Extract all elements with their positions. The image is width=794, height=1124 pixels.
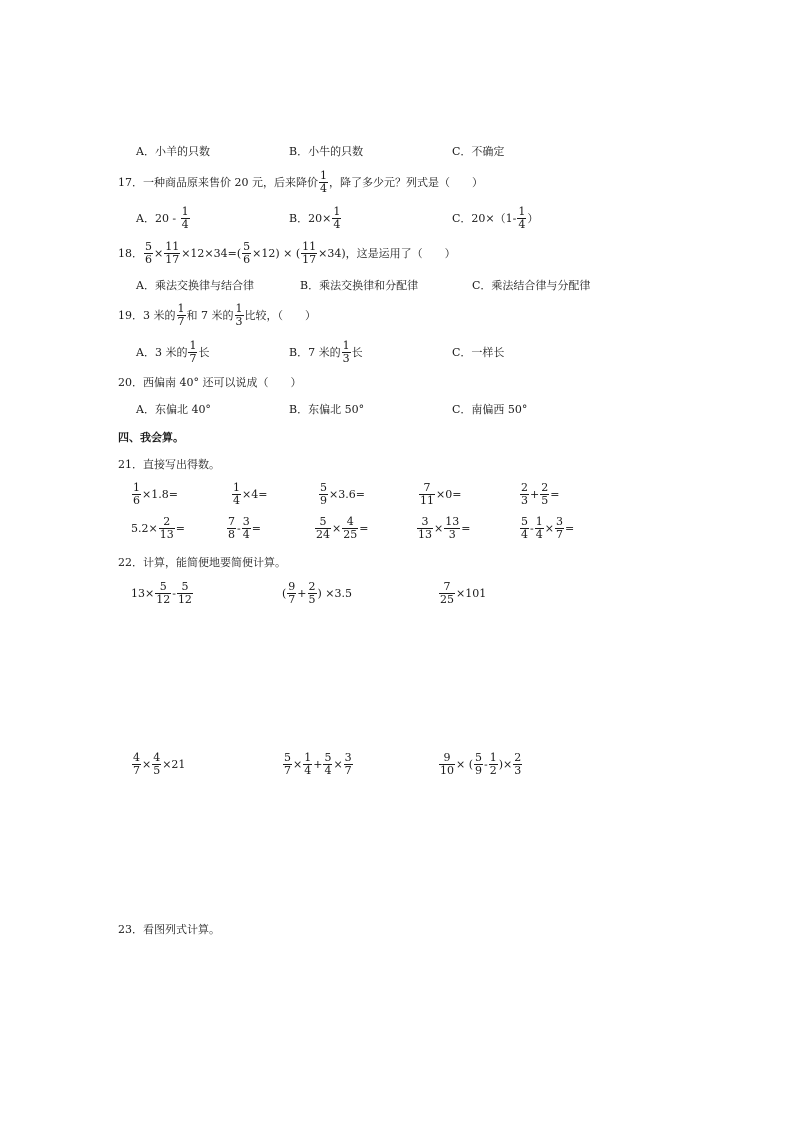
q17-option-a: A．20 - $\frac{1}{4}$ <box>136 205 189 231</box>
q20-option-a: A．东偏北 40° <box>136 403 211 416</box>
q16-option-c: C．不确定 <box>452 145 505 158</box>
q19-stem: 19．3 米的 $\frac{1}{7}$ 和 7 米的 $\frac{1}{3}$ 比较，（ ） <box>118 302 316 328</box>
q18-stem: 18． $\frac{5}{6}$ × $\frac{11}{17}$ ×12×34=( $\frac{5}{6}$ ×12) × ( $\frac{11}{17}$ ×34)，这是运用了（ ） <box>118 240 456 266</box>
q21-item: $\frac{3}{13}$ × $\frac{13}{3}$ = <box>418 515 471 541</box>
q20-option-b: B．东偏北 50° <box>289 403 365 416</box>
q21-item: $\frac{7}{11}$ ×0= <box>420 481 462 507</box>
q23-stem: 23．看图列式计算。 <box>118 923 220 936</box>
q17-option-c: C．20×（1- $\frac{1}{4}$ ） <box>452 205 539 231</box>
q22-expression: ( $\frac{9}{7}$ + $\frac{2}{5}$ ) ×3.5 <box>282 580 353 606</box>
q22-expression: 13× $\frac{5}{12}$ - $\frac{5}{12}$ <box>131 580 192 606</box>
section-heading: 四、我会算。 <box>118 431 184 444</box>
q21-item: $\frac{5}{24}$ × $\frac{4}{25}$ = <box>316 515 369 541</box>
q18-option-a: A．乘法交换律与结合律 <box>136 279 254 292</box>
q21-item: $\frac{2}{3}$ + $\frac{2}{5}$ = <box>521 481 560 507</box>
q19-option-c: C．一样长 <box>452 346 505 359</box>
q21-item: $\frac{1}{6}$ ×1.8= <box>133 481 178 507</box>
q18-option-b: B．乘法交换律和分配律 <box>300 279 419 292</box>
q19-option-b: B．7 米的 $\frac{1}{3}$ 长 <box>289 339 363 365</box>
q21-item: $\frac{7}{8}$ - $\frac{3}{4}$ = <box>228 515 261 541</box>
q22-expression: $\frac{4}{7}$ × $\frac{4}{5}$ ×21 <box>133 751 186 777</box>
q21-item: $\frac{5}{4}$ - $\frac{1}{4}$ × $\frac{3}{7}$ = <box>521 515 575 541</box>
q22-expression: $\frac{9}{10}$ × ( $\frac{5}{9}$ - $\frac{1}{2}$ )× $\frac{2}{3}$ <box>440 751 522 777</box>
q22-stem: 22．计算，能简便地要简便计算。 <box>118 556 286 569</box>
q17-option-b: B．20× $\frac{1}{4}$ <box>289 205 341 231</box>
q21-stem: 21．直接写出得数。 <box>118 458 220 471</box>
q21-item: $\frac{1}{4}$ ×4= <box>233 481 268 507</box>
fraction: $\frac{1}{4}$ <box>320 169 327 195</box>
q22-expression: $\frac{7}{25}$ ×101 <box>440 580 487 606</box>
q21-item: $\frac{5}{9}$ ×3.6= <box>320 481 365 507</box>
q17-stem: 17．一种商品原来售价 20 元，后来降价 $\frac{1}{4}$ ，降了多少元？列式是（ ） <box>118 169 483 195</box>
q19-option-a: A．3 米的 $\frac{1}{7}$ 长 <box>136 339 210 365</box>
q20-option-c: C．南偏西 50° <box>452 403 528 416</box>
q16-option-a: A．小羊的只数 <box>136 145 210 158</box>
q21-item: 5.2× $\frac{2}{13}$ = <box>131 515 185 541</box>
q20-stem: 20．西偏南 40° 还可以说成（ ） <box>118 376 302 389</box>
q18-option-c: C．乘法结合律与分配律 <box>472 279 591 292</box>
q22-expression: $\frac{5}{7}$ × $\frac{1}{4}$ + $\frac{5}{4}$ × $\frac{3}{7}$ <box>284 751 352 777</box>
q16-option-b: B．小牛的只数 <box>289 145 364 158</box>
